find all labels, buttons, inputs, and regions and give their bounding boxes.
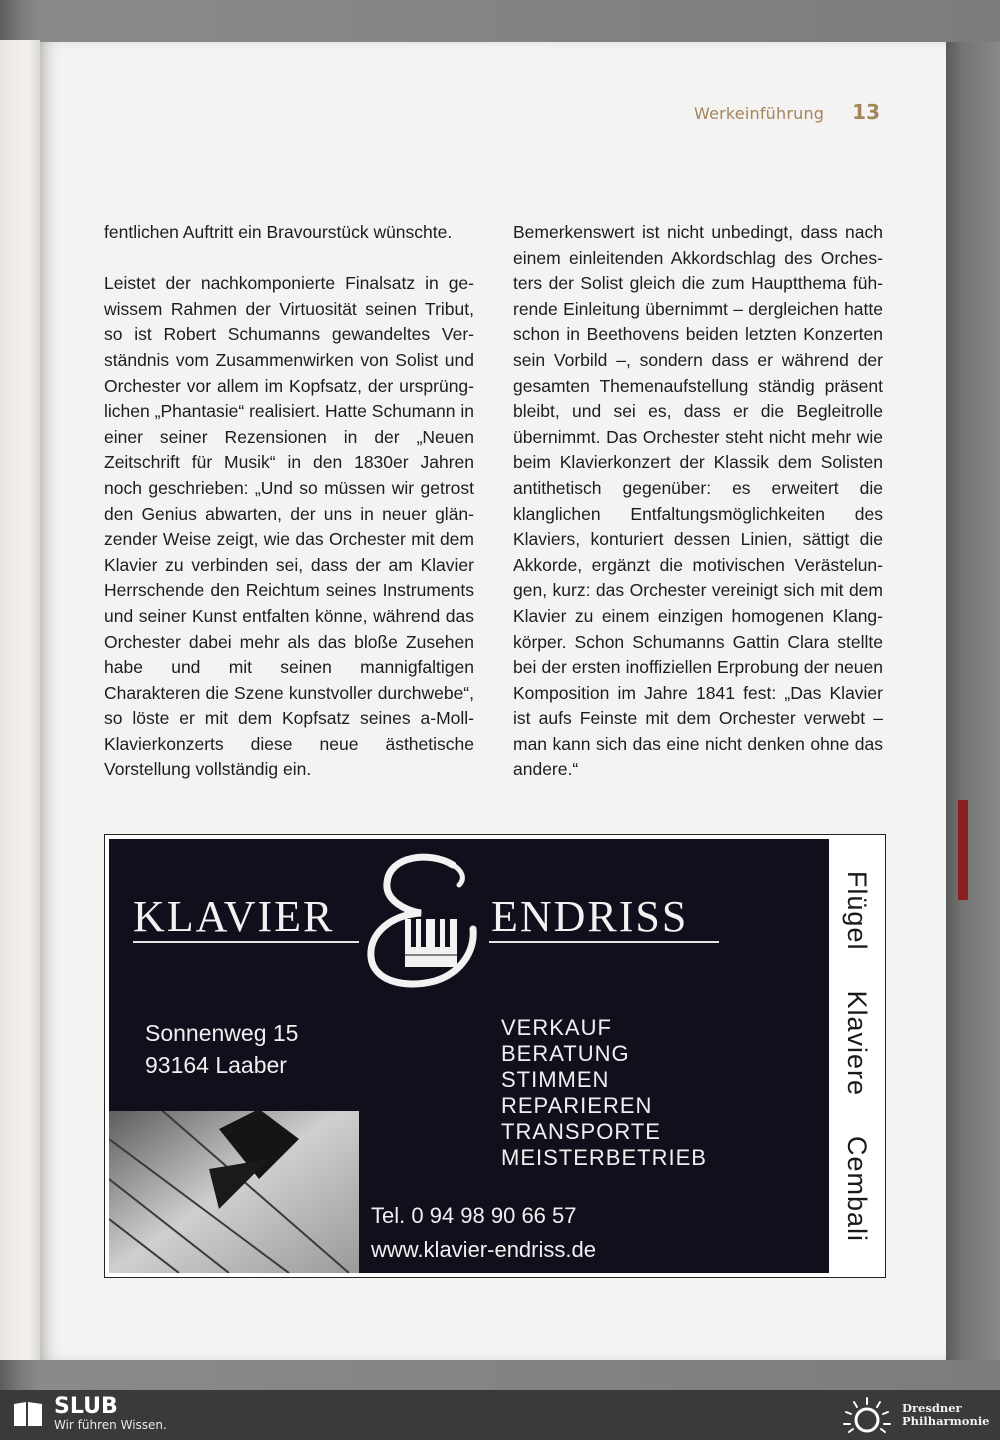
slub-book-icon[interactable] bbox=[12, 1400, 44, 1428]
piano-keys-photo bbox=[109, 1099, 359, 1273]
service-item: REPARIEREN bbox=[501, 1093, 653, 1118]
service-item: STIMMEN bbox=[501, 1067, 610, 1092]
instrument-item: Flügel bbox=[842, 870, 873, 950]
contact-block bbox=[371, 1199, 596, 1267]
brand-underline-left bbox=[133, 941, 359, 943]
instrument-list bbox=[842, 870, 873, 1241]
ad-side-panel bbox=[833, 839, 881, 1273]
partner-name bbox=[902, 1402, 990, 1428]
website-link[interactable]: www.klavier-endriss.de bbox=[371, 1237, 596, 1262]
page-number: 13 bbox=[852, 100, 880, 124]
library-tagline: Wir führen Wissen. bbox=[54, 1418, 167, 1432]
running-header bbox=[694, 100, 880, 124]
library-name[interactable]: SLUB bbox=[54, 1394, 118, 1419]
paragraph: Bemerkenswert ist nicht unbedingt, dass nach einem einleitenden Akkordschlag des Orchesters der Solist gleich die zum Hauptthema führende Einleitung übernimmt – dergleichen hatte schon in Beethovens beiden letzten Konzerten sein Vorbild –, sondern dass er während der gesamten Themenaufstellung ständig präsent bleibt, und sei es, dass er die Begleitrolle übernimmt. Das Orchester steht nicht mehr wie beim Klavierkonzert der Klassik dem Solisten antithetisch gegenüber: es erweitert die klanglichen Entfaltungsmöglichkeiten des Klaviers, konturiert dessen Linien, sättigt die Akkorde, ergänzt die motivischen Verästelungen, kurz: das Orchester vereinigt sich mit dem Klavier zu einem einzigen homogenen Klangkörper. Schon Schumanns Gattin Clara stellte bei der ersten inoffiziellen Erprobung der neuen Komposition im Jahre 1841 fest: „Das Klavier ist aufs Feinste mit dem Orchester verwebt – man kann sich das eine nicht denken ohne das andere.“ bbox=[513, 222, 883, 780]
philharmonie-sunburst-icon[interactable] bbox=[840, 1394, 894, 1436]
brand-underline-right bbox=[489, 941, 719, 943]
text-column-left bbox=[104, 220, 474, 783]
instrument-item: Cembali bbox=[842, 1135, 873, 1242]
phone-number: Tel. 0 94 98 90 66 57 bbox=[371, 1203, 577, 1228]
advertisement bbox=[104, 834, 886, 1278]
ad-panel bbox=[109, 839, 829, 1273]
address-block bbox=[145, 1017, 298, 1081]
street: Sonnenweg 15 bbox=[145, 1020, 299, 1046]
service-item: TRANSPORTE bbox=[501, 1119, 661, 1144]
service-item: VERKAUF bbox=[501, 1015, 612, 1040]
service-item: MEISTERBETRIEB bbox=[501, 1145, 707, 1170]
section-title: Werkeinführung bbox=[693, 104, 825, 123]
partner-name-line: Philharmonie bbox=[902, 1414, 990, 1428]
facing-page-edge bbox=[0, 40, 40, 1360]
services-list bbox=[501, 1015, 707, 1171]
partner-name-line: Dresdner bbox=[902, 1401, 962, 1415]
postal-city: 93164 Laaber bbox=[145, 1052, 287, 1078]
paragraph: Leistet der nachkomponierte Finalsatz in gewissem Rahmen der Virtuosität seinen Tribut, so ist Robert Schumanns gewandeltes Verständnis vom Zusammenwirken von Solist und Orchester vor allem im Kopfsatz, der ursprünglichen „Phantasie“ realisiert. Hatte Schumann in einer seiner Rezensionen in der „Neuen Zeitschrift für Musik“ in den 1830er Jahren noch geschrieben: „Und so müssen wir getrost den Genius abwarten, der uns in neuer glänzender Weise zeigt, wie das Orchester mit dem Klavier zu verbinden sei, dass der am Klavier Herrschende den Reichtum seines Instruments und seiner Kunst entfalten könne, während das Orchester dabei mehr als das bloße Zusehen habe und mit seinen mannigfaltigen Charakteren die Szene kunstvoller durchwebe“, so löste er mit dem Kopfsatz seines a-Moll-Klavierkonzerts diese neue ästhetische Vorstellung vollständig ein. bbox=[104, 273, 474, 780]
ampersand-piano-logo bbox=[361, 849, 493, 989]
paragraph: fentlichen Auftritt ein Bravourstück wünschte. bbox=[104, 222, 453, 242]
instrument-item: Klaviere bbox=[842, 989, 873, 1096]
footer-bar bbox=[0, 1390, 1000, 1440]
brand-name-right: ENDRISS bbox=[491, 892, 689, 941]
binding-strip bbox=[958, 800, 968, 900]
text-column-right bbox=[513, 220, 883, 783]
page-edge-shadow bbox=[946, 42, 1000, 1360]
brand-name-left: KLAVIER bbox=[133, 892, 335, 941]
service-item: BERATUNG bbox=[501, 1041, 630, 1066]
